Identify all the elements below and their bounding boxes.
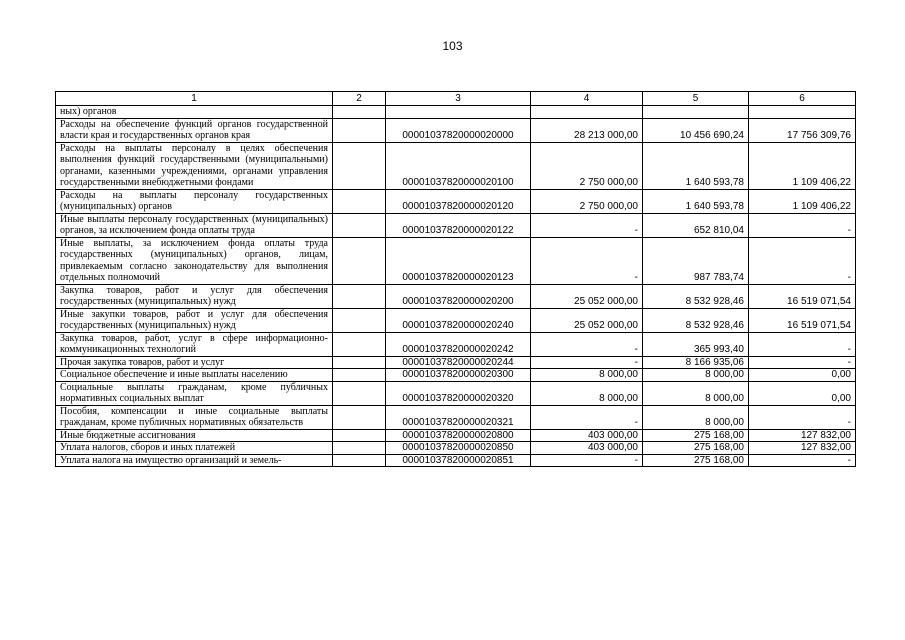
row-col2-cell (333, 237, 386, 284)
table-row (56, 381, 856, 405)
row-code-cell: 00001037820000020321 (386, 405, 531, 429)
row-plan-cell: - (531, 213, 643, 237)
row-remaining-cell: 127 832,00 (749, 429, 856, 442)
table-row (56, 332, 856, 356)
row-name-cell: ных) органов (56, 106, 333, 119)
row-executed-cell: 8 166 935,06 (643, 356, 749, 369)
row-code-cell: 00001037820000020850 (386, 442, 531, 455)
table-row (56, 405, 856, 429)
row-code-cell: 00001037820000020123 (386, 237, 531, 284)
row-code-cell: 00001037820000020120 (386, 189, 531, 213)
table-row (56, 213, 856, 237)
row-plan-cell: 25 052 000,00 (531, 284, 643, 308)
table-row (56, 118, 856, 142)
row-plan-cell: 403 000,00 (531, 442, 643, 455)
row-plan-cell: 8 000,00 (531, 381, 643, 405)
row-plan-cell: - (531, 454, 643, 467)
row-name-cell: Расходы на выплаты персоналу государственных (муниципальных) органов (56, 189, 333, 213)
row-name-cell: Иные бюджетные ассигнования (56, 429, 333, 442)
table-row (56, 308, 856, 332)
row-executed-cell (643, 106, 749, 119)
row-code-cell: 00001037820000020242 (386, 332, 531, 356)
row-col2-cell (333, 118, 386, 142)
row-code-cell: 00001037820000020320 (386, 381, 531, 405)
table-row (56, 442, 856, 455)
row-name-cell: Расходы на выплаты персоналу в целях обеспечения выполнения функций государственными (муниципальными) органами, казенными учреждениями, органами управления государственными внебюджетными фондами (56, 142, 333, 189)
table-row (56, 189, 856, 213)
row-executed-cell: 8 000,00 (643, 381, 749, 405)
row-name-cell: Иные закупки товаров, работ и услуг для обеспечения государственных (муниципальных) нужд (56, 308, 333, 332)
row-code-cell: 00001037820000020240 (386, 308, 531, 332)
budget-table (55, 91, 856, 467)
row-code-cell: 00001037820000020244 (386, 356, 531, 369)
row-plan-cell: 8 000,00 (531, 369, 643, 382)
row-plan-cell: - (531, 237, 643, 284)
row-name-cell: Социальное обеспечение и иные выплаты населению (56, 369, 333, 382)
row-executed-cell: 8 000,00 (643, 369, 749, 382)
row-col2-cell (333, 106, 386, 119)
row-code-cell: 00001037820000020000 (386, 118, 531, 142)
row-remaining-cell: 16 519 071,54 (749, 308, 856, 332)
row-executed-cell: 1 640 593,78 (643, 189, 749, 213)
row-executed-cell: 275 168,00 (643, 442, 749, 455)
row-col2-cell (333, 356, 386, 369)
row-remaining-cell: 16 519 071,54 (749, 284, 856, 308)
row-plan-cell: - (531, 356, 643, 369)
row-executed-cell: 275 168,00 (643, 454, 749, 467)
row-remaining-cell: - (749, 356, 856, 369)
row-plan-cell: - (531, 405, 643, 429)
column-header: 5 (643, 92, 749, 106)
column-header: 6 (749, 92, 856, 106)
table-row (56, 429, 856, 442)
table-row (56, 106, 856, 119)
row-name-cell: Социальные выплаты гражданам, кроме публичных нормативных социальных выплат (56, 381, 333, 405)
row-col2-cell (333, 405, 386, 429)
row-remaining-cell: 1 109 406,22 (749, 189, 856, 213)
row-col2-cell (333, 381, 386, 405)
row-plan-cell: 28 213 000,00 (531, 118, 643, 142)
row-name-cell: Прочая закупка товаров, работ и услуг (56, 356, 333, 369)
row-name-cell: Закупка товаров, работ и услуг для обеспечения государственных (муниципальных) нужд (56, 284, 333, 308)
table-row (56, 369, 856, 382)
row-code-cell: 00001037820000020200 (386, 284, 531, 308)
row-col2-cell (333, 284, 386, 308)
row-code-cell: 00001037820000020100 (386, 142, 531, 189)
row-remaining-cell: - (749, 237, 856, 284)
row-plan-cell: 403 000,00 (531, 429, 643, 442)
row-remaining-cell: 127 832,00 (749, 442, 856, 455)
column-header: 2 (333, 92, 386, 106)
row-plan-cell: 2 750 000,00 (531, 189, 643, 213)
row-col2-cell (333, 429, 386, 442)
row-executed-cell: 652 810,04 (643, 213, 749, 237)
row-remaining-cell: - (749, 405, 856, 429)
row-code-cell: 00001037820000020800 (386, 429, 531, 442)
row-remaining-cell: 1 109 406,22 (749, 142, 856, 189)
table-row (56, 284, 856, 308)
page-number: 103 (442, 39, 463, 53)
column-header: 3 (386, 92, 531, 106)
row-plan-cell: 2 750 000,00 (531, 142, 643, 189)
row-col2-cell (333, 369, 386, 382)
row-col2-cell (333, 454, 386, 467)
table-row (56, 356, 856, 369)
row-executed-cell: 1 640 593,78 (643, 142, 749, 189)
row-executed-cell: 10 456 690,24 (643, 118, 749, 142)
row-name-cell: Пособия, компенсации и иные социальные выплаты гражданам, кроме публичных нормативных обязательств (56, 405, 333, 429)
row-name-cell: Расходы на обеспечение функций органов государственной власти края и государственных органов края (56, 118, 333, 142)
row-name-cell: Закупка товаров, работ, услуг в сфере информационно-коммуникационных технологий (56, 332, 333, 356)
column-header: 1 (56, 92, 333, 106)
row-code-cell: 00001037820000020300 (386, 369, 531, 382)
row-col2-cell (333, 189, 386, 213)
column-header: 4 (531, 92, 643, 106)
row-executed-cell: 365 993,40 (643, 332, 749, 356)
row-col2-cell (333, 213, 386, 237)
row-code-cell (386, 106, 531, 119)
row-name-cell: Иные выплаты персоналу государственных (муниципальных) органов, за исключением фонда оплаты труда (56, 213, 333, 237)
row-name-cell: Уплата налога на имущество организаций и земель- (56, 454, 333, 467)
row-remaining-cell: 17 756 309,76 (749, 118, 856, 142)
row-remaining-cell: - (749, 332, 856, 356)
row-executed-cell: 275 168,00 (643, 429, 749, 442)
row-executed-cell: 8 000,00 (643, 405, 749, 429)
row-plan-cell: 25 052 000,00 (531, 308, 643, 332)
row-remaining-cell (749, 106, 856, 119)
table-row (56, 142, 856, 189)
table-row (56, 237, 856, 284)
row-plan-cell (531, 106, 643, 119)
row-executed-cell: 987 783,74 (643, 237, 749, 284)
row-remaining-cell: - (749, 213, 856, 237)
table-header-row (56, 92, 856, 106)
table-row (56, 454, 856, 467)
row-remaining-cell: - (749, 454, 856, 467)
row-remaining-cell: 0,00 (749, 369, 856, 382)
row-name-cell: Уплата налогов, сборов и иных платежей (56, 442, 333, 455)
row-code-cell: 00001037820000020851 (386, 454, 531, 467)
row-col2-cell (333, 142, 386, 189)
row-remaining-cell: 0,00 (749, 381, 856, 405)
row-col2-cell (333, 332, 386, 356)
row-code-cell: 00001037820000020122 (386, 213, 531, 237)
row-col2-cell (333, 442, 386, 455)
row-col2-cell (333, 308, 386, 332)
row-name-cell: Иные выплаты, за исключением фонда оплаты труда государственных (муниципальных) органов, лицам, привлекаемым согласно законодательству для выполнения отдельных полномочий (56, 237, 333, 284)
row-executed-cell: 8 532 928,46 (643, 284, 749, 308)
row-plan-cell: - (531, 332, 643, 356)
row-executed-cell: 8 532 928,46 (643, 308, 749, 332)
